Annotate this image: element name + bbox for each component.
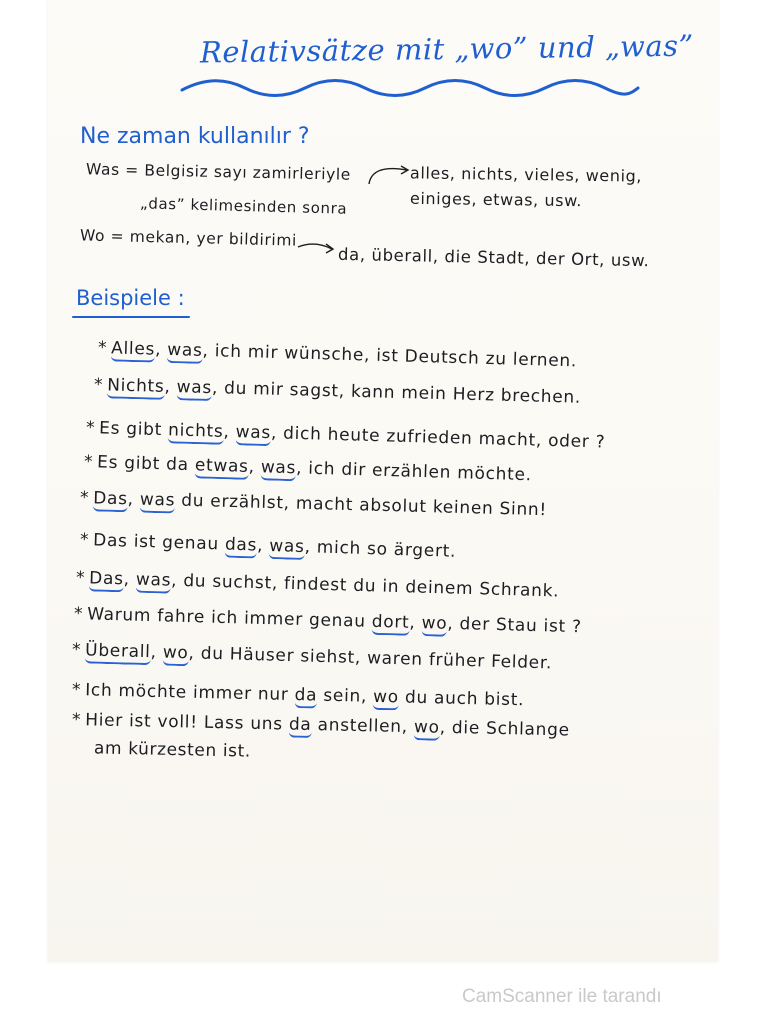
bullet-asterisk-icon: * — [83, 452, 94, 473]
underlined-word: was — [260, 457, 296, 481]
underlined-word: etwas — [194, 455, 248, 480]
bullet-asterisk-icon: * — [97, 338, 108, 359]
sentence-text: , — [409, 612, 422, 634]
sentence-text: , — [248, 456, 262, 478]
sentence-text: , du mir sagst, kann mein Herz brechen. — [211, 378, 582, 408]
last-example-continuation: am kürzesten ist. — [93, 738, 252, 762]
sentence-text: , die Schlange — [439, 717, 570, 741]
underlined-word: da — [294, 685, 317, 709]
underlined-word: was — [167, 340, 203, 364]
curved-arrow-icon — [365, 160, 413, 190]
sentence-text: , mich so ärgert. — [304, 537, 457, 562]
wo-rule-label: Wo = mekan, yer bildirimi — [79, 226, 298, 250]
underlined-word: da — [289, 715, 312, 738]
sentence-text: Es gibt — [98, 418, 169, 441]
title-underline-wave — [180, 74, 640, 100]
underlined-word: wo — [414, 717, 440, 741]
underlined-word: was — [269, 536, 305, 560]
arrow-right-icon — [296, 241, 340, 257]
was-examples-line1: alles, nichts, vieles, wenig, — [409, 163, 643, 186]
sentence-text: sein, — [317, 685, 374, 707]
sentence-text: Das ist genau — [92, 530, 226, 555]
bullet-asterisk-icon: * — [79, 530, 90, 551]
underlined-word: Alles — [111, 338, 156, 362]
bullet-asterisk-icon: * — [73, 604, 84, 625]
underlined-word: Überall — [85, 640, 151, 665]
sentence-text: Warum fahre ich immer genau — [86, 604, 373, 632]
underlined-word: was — [136, 570, 172, 594]
underlined-word: was — [140, 490, 176, 514]
bullet-asterisk-icon: * — [75, 568, 86, 589]
was-rule-label-2: „das” kelimesinden sonra — [139, 194, 348, 218]
underlined-word: Nichts — [107, 375, 165, 399]
scanner-watermark: CamScanner ile tarandı — [462, 986, 662, 1007]
sentence-text: , dich heute zufrieden macht, oder ? — [270, 423, 606, 453]
bullet-asterisk-icon: * — [85, 418, 96, 439]
underlined-word: wo — [373, 687, 399, 711]
underlined-word: wo — [162, 643, 188, 667]
sentence-text: anstellen, — [311, 715, 415, 738]
underlined-word: was — [176, 377, 212, 401]
was-examples-line2: einiges, etwas, usw. — [409, 188, 583, 211]
sentence-text: , — [256, 535, 270, 556]
sentence-text: du erzählst, macht absolut keinen Sinn! — [174, 490, 548, 521]
wo-examples: da, überall, die Stadt, der Ort, usw. — [337, 244, 650, 271]
was-rule-label: Was = Belgisiz sayı zamirleriyle — [85, 160, 352, 184]
sentence-text: Es gibt da — [96, 452, 196, 476]
sentence-text: du auch bist. — [398, 687, 525, 711]
examples-heading — [76, 286, 185, 310]
bullet-asterisk-icon: * — [93, 375, 104, 396]
bullet-asterisk-icon: * — [71, 640, 82, 661]
bullet-asterisk-icon: * — [79, 488, 90, 509]
sentence-text: Ich möchte immer nur — [84, 680, 295, 706]
sentence-text: , ich dir erzählen möchte. — [295, 458, 533, 486]
examples-heading-underline — [72, 316, 190, 318]
sentence-text: , — [150, 642, 164, 663]
sentence-text: , — [223, 421, 236, 443]
page-title: Relativsätze mit „wo” und „was” — [199, 28, 695, 70]
bullet-asterisk-icon: * — [71, 710, 82, 731]
bullet-asterisk-icon: * — [71, 680, 82, 701]
sentence-text: , der Stau ist ? — [447, 613, 582, 638]
sentence-text: , — [164, 376, 177, 398]
underlined-word: dort — [371, 612, 409, 636]
sentence-text: , du suchst, findest du in deinem Schrank. — [170, 570, 560, 602]
underlined-word: Das — [93, 488, 128, 512]
sentence-text: , ich mir wünsche, ist Deutsch zu lernen. — [202, 340, 578, 372]
sentence-text: , — [127, 489, 141, 510]
sentence-text: Hier ist voll! Lass uns — [84, 710, 290, 735]
when-used-heading: Ne zaman kullanılır ? — [80, 124, 310, 149]
sentence-text: , du Häuser siehst, waren früher Felder. — [188, 643, 553, 674]
sentence-text: , — [123, 569, 137, 590]
sentence-text: , — [154, 339, 168, 360]
underlined-word: Das — [89, 568, 124, 592]
examples-heading-text: Beispiele : — [76, 286, 185, 310]
underlined-word: was — [235, 422, 271, 446]
underlined-word: wo — [421, 613, 447, 637]
underlined-word: das — [225, 535, 258, 559]
underlined-word: nichts — [168, 420, 224, 445]
